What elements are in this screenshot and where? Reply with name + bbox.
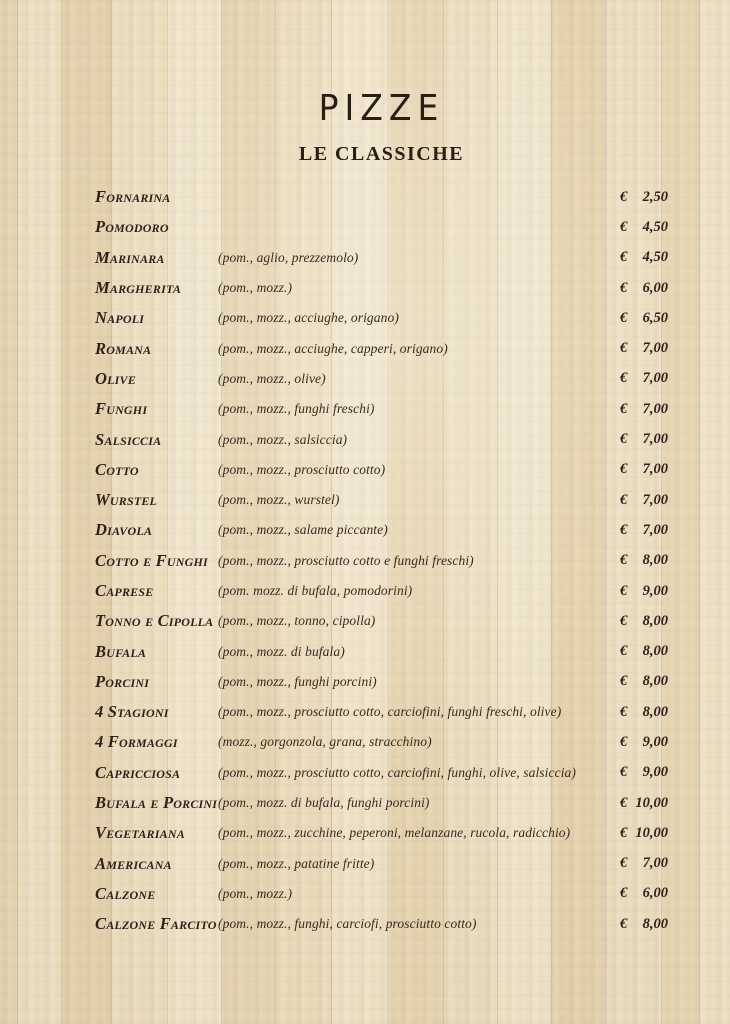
menu-item-name: Caprese xyxy=(95,581,154,600)
menu-item-price xyxy=(620,310,668,327)
menu-item-name: Romana xyxy=(95,338,152,358)
menu-item-name: Cotto e Funghi xyxy=(95,550,208,570)
menu-item-name: Americana xyxy=(95,853,172,873)
menu-item-amount: 9,00 xyxy=(642,764,668,781)
menu-item-name: Wurstel xyxy=(95,490,158,510)
menu-item-name: Napoli xyxy=(95,308,145,328)
menu-item-amount: 8,00 xyxy=(642,552,668,569)
menu-item-name: Capricciosa xyxy=(95,762,181,782)
menu-item-row xyxy=(95,697,668,727)
menu-item-amount: 9,00 xyxy=(642,582,668,599)
menu-item-description: (mozz., gorgonzola, grana, stracchino) xyxy=(218,734,432,750)
currency-symbol: € xyxy=(620,309,628,326)
currency-symbol: € xyxy=(620,794,628,811)
menu-item-price xyxy=(620,795,668,812)
currency-symbol: € xyxy=(620,582,628,599)
menu-item-price xyxy=(620,916,668,933)
menu-item-row xyxy=(95,424,668,454)
menu-item-amount: 10,00 xyxy=(635,794,668,811)
menu-item-amount: 6,50 xyxy=(642,309,668,326)
menu-item-description: (pom., mozz.) xyxy=(218,280,293,296)
menu-item-name: Bufala xyxy=(95,641,147,661)
currency-symbol: € xyxy=(620,703,628,720)
currency-symbol: € xyxy=(620,431,628,448)
currency-symbol: € xyxy=(620,855,628,872)
currency-symbol: € xyxy=(620,643,628,660)
menu-item-row xyxy=(95,606,668,636)
menu-item-row xyxy=(95,879,668,909)
currency-symbol: € xyxy=(620,491,628,508)
menu-item-row xyxy=(95,546,668,576)
menu-item-price xyxy=(620,704,668,721)
menu-item-row xyxy=(95,364,668,394)
currency-symbol: € xyxy=(620,552,628,569)
menu-item-amount: 7,00 xyxy=(642,370,668,387)
menu-item-price xyxy=(620,552,668,569)
menu-item-row xyxy=(95,576,668,606)
currency-symbol: € xyxy=(620,188,628,205)
menu-item-amount: 6,00 xyxy=(642,885,668,902)
menu-item-description: (pom., mozz., prosciutto cotto e funghi freschi) xyxy=(218,552,474,568)
menu-section-title: LE CLASSICHE xyxy=(298,143,465,165)
menu-item-amount: 8,00 xyxy=(642,612,668,629)
menu-item-price xyxy=(620,249,668,266)
menu-item-description: (pom., mozz., salsiccia) xyxy=(218,431,348,447)
currency-symbol: € xyxy=(620,824,628,841)
menu-item-price xyxy=(620,431,668,448)
menu-item-name: Funghi xyxy=(95,399,148,419)
menu-item-amount: 8,00 xyxy=(642,703,668,720)
menu-item-amount: 7,00 xyxy=(642,461,668,478)
menu-item-price xyxy=(620,340,668,357)
menu-item-row xyxy=(95,667,668,697)
menu-item-price xyxy=(620,522,668,539)
menu-item-price xyxy=(620,613,668,630)
menu-item-description: (pom., mozz., prosciutto cotto, carciofini, funghi freschi, olive) xyxy=(218,704,562,720)
menu-item-name: Vegetariana xyxy=(95,823,185,843)
menu-item-price xyxy=(620,370,668,387)
currency-symbol: € xyxy=(620,764,628,781)
currency-symbol: € xyxy=(620,461,628,478)
menu-item-price xyxy=(620,583,668,600)
menu-item-description: (pom., mozz., olive) xyxy=(218,370,326,386)
menu-item-amount: 4,50 xyxy=(642,249,668,266)
menu-item-name: Tonno e Cipolla xyxy=(95,611,214,631)
menu-item-description: (pom., mozz., prosciutto cotto) xyxy=(218,461,386,477)
menu-item-description: (pom., mozz., wurstel) xyxy=(218,492,340,508)
menu-item-name: 4 Formaggi xyxy=(95,732,178,752)
menu-item-amount: 7,00 xyxy=(642,431,668,448)
menu-item-price xyxy=(620,189,668,206)
menu-item-row xyxy=(95,758,668,788)
menu-item-description: (pom. mozz. di bufala, pomodorini) xyxy=(218,583,413,598)
menu-item-description: (pom., mozz., funghi porcini) xyxy=(218,673,377,689)
menu-item-row xyxy=(95,333,668,363)
menu-item-price xyxy=(620,219,668,236)
menu-item-name: Fornarina xyxy=(95,187,171,207)
menu-item-amount: 8,00 xyxy=(642,673,668,690)
menu-item-name: Bufala e Porcini xyxy=(95,793,218,813)
menu-item-description: (pom., mozz., patatine fritte) xyxy=(218,855,375,871)
menu-item-amount: 4,50 xyxy=(642,218,668,235)
menu-item-name: Calzone xyxy=(95,883,156,903)
menu-item-price xyxy=(620,280,668,297)
menu-item-price xyxy=(620,673,668,690)
menu-item-row xyxy=(95,909,668,939)
currency-symbol: € xyxy=(620,279,628,296)
currency-symbol: € xyxy=(620,218,628,235)
menu-item-price xyxy=(620,825,668,842)
menu-item-amount: 8,00 xyxy=(642,643,668,660)
currency-symbol: € xyxy=(620,400,628,417)
menu-item-name: Calzone Farcito xyxy=(95,914,217,934)
menu-title: PIZZE xyxy=(318,86,445,129)
menu-item-price xyxy=(620,855,668,872)
menu-item-amount: 10,00 xyxy=(635,824,668,841)
menu-item-name: Pomodoro xyxy=(95,217,169,237)
menu-item-name: Olive xyxy=(95,368,136,388)
menu-item-name: Porcini xyxy=(95,671,150,691)
menu-item-row xyxy=(95,636,668,666)
menu-item-name: Cotto xyxy=(95,459,139,479)
menu-item-row xyxy=(95,273,668,303)
menu-item-description: (pom., mozz., acciughe, capperi, origano) xyxy=(218,340,448,356)
menu-item-row xyxy=(95,303,668,333)
menu-item-description: (pom., aglio, prezzemolo) xyxy=(218,249,359,265)
menu-item-row xyxy=(95,243,668,273)
menu-item-name: Marinara xyxy=(95,247,165,267)
menu-item-amount: 7,00 xyxy=(642,855,668,872)
menu-item-name: Salsiccia xyxy=(95,429,162,449)
menu-item-amount: 8,00 xyxy=(642,915,668,932)
menu-item-description: (pom., mozz., tonno, cipolla) xyxy=(218,613,376,629)
menu-item-row xyxy=(95,515,668,545)
currency-symbol: € xyxy=(620,249,628,266)
currency-symbol: € xyxy=(620,521,628,538)
menu-item-price xyxy=(620,461,668,478)
menu-item-description: (pom., mozz. di bufala) xyxy=(218,643,345,659)
menu-list xyxy=(95,182,668,939)
currency-symbol: € xyxy=(620,915,628,932)
menu-item-price xyxy=(620,643,668,660)
currency-symbol: € xyxy=(620,673,628,690)
menu-item-price xyxy=(620,492,668,509)
menu-item-amount: 7,00 xyxy=(642,491,668,508)
menu-item-amount: 2,50 xyxy=(642,188,668,205)
menu-item-row xyxy=(95,818,668,848)
menu-item-amount: 7,00 xyxy=(642,340,668,357)
menu-item-description: (pom., mozz. di bufala, funghi porcini) xyxy=(218,795,430,811)
menu-header xyxy=(95,88,668,166)
menu-item-price xyxy=(620,885,668,902)
menu-item-row xyxy=(95,788,668,818)
menu-item-amount: 7,00 xyxy=(642,400,668,417)
menu-item-price xyxy=(620,734,668,751)
currency-symbol: € xyxy=(620,612,628,629)
menu-item-row xyxy=(95,849,668,879)
menu-item-description: (pom., mozz., acciughe, origano) xyxy=(218,310,399,326)
currency-symbol: € xyxy=(620,370,628,387)
currency-symbol: € xyxy=(620,340,628,357)
menu-item-row xyxy=(95,727,668,757)
menu-item-name: Diavola xyxy=(95,520,153,540)
menu-item-row xyxy=(95,182,668,212)
currency-symbol: € xyxy=(620,733,628,750)
menu-item-name: 4 Stagioni xyxy=(95,702,169,722)
menu-item-description: (pom., mozz., funghi, carciofi, prosciutto cotto) xyxy=(218,916,477,932)
menu-item-row xyxy=(95,212,668,242)
menu-item-price xyxy=(620,401,668,418)
menu-item-description: (pom., mozz., funghi freschi) xyxy=(218,401,375,417)
menu-item-description: (pom., mozz., prosciutto cotto, carciofini, funghi, olive, salsiccia) xyxy=(218,764,576,780)
menu-item-row xyxy=(95,455,668,485)
menu-item-amount: 6,00 xyxy=(642,279,668,296)
menu-item-name: Margherita xyxy=(95,278,182,298)
menu-item-description: (pom., mozz.) xyxy=(218,885,293,901)
currency-symbol: € xyxy=(620,885,628,902)
menu-item-amount: 7,00 xyxy=(642,521,668,538)
menu-item-row xyxy=(95,394,668,424)
menu-item-price xyxy=(620,764,668,781)
menu-item-description: (pom., mozz., salame piccante) xyxy=(218,522,388,538)
menu-item-amount: 9,00 xyxy=(642,733,668,750)
menu-item-row xyxy=(95,485,668,515)
menu-item-description: (pom., mozz., zucchine, peperoni, melanzane, rucola, radicchio) xyxy=(218,825,571,841)
